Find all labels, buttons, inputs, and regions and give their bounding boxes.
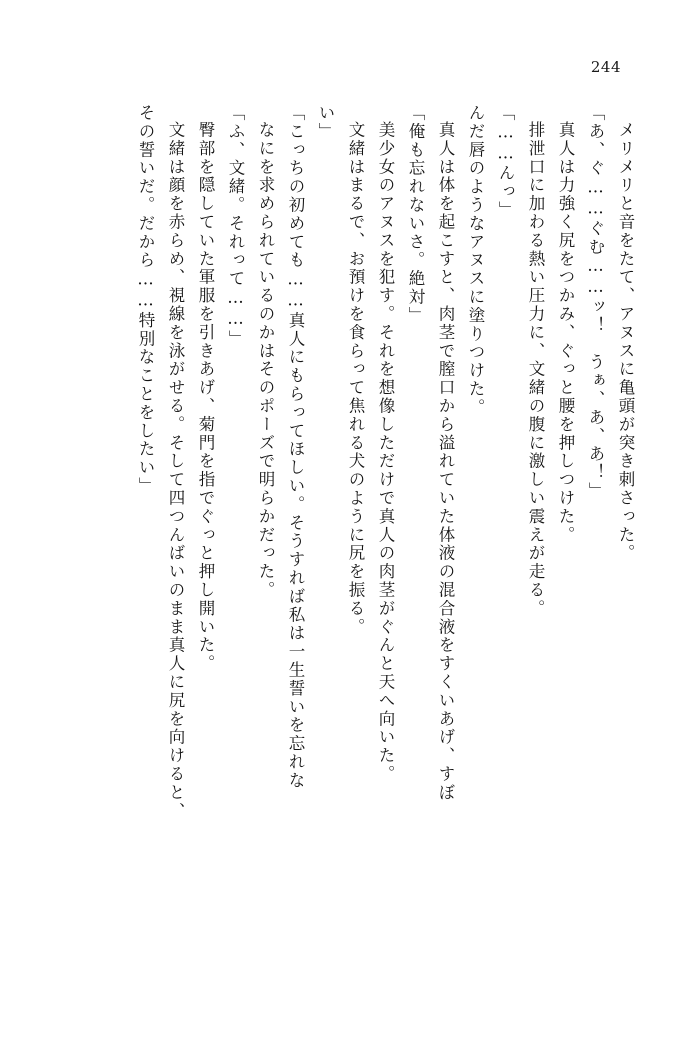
text-line: 真人は体を起こすと、肉茎で膣口から溢れていた体液の混合液をすくいあげ、すぼ (436, 121, 455, 802)
text-line: 「俺も忘れないさ。絶対」 (406, 104, 425, 325)
text-line: 「ふ、文緒。それって……」 (226, 104, 245, 349)
text-line: 美少女のアヌスを犯す。それを想像しただけで真人の肉茎がぐんと天へ向いた。 (376, 121, 395, 784)
vertical-text-block (62, 104, 633, 904)
text-line: 排泄口に加わる熱い圧力に、文緒の腹に激しい震えが走る。 (526, 121, 545, 618)
text-line: メリメリと音をたて、アヌスに亀頭が突き刺さった。 (616, 121, 635, 563)
text-line: 臀部を隠していた軍服を引きあげ、菊門を指でぐっと押し開いた。 (196, 121, 215, 673)
text-line: い」 (316, 104, 335, 141)
text-line: なにを求められているのかはそのポーズで明らかだった。 (256, 121, 275, 600)
text-line: 「こっちの初めても……真人にもらってほしい。そうすれば私は一生誓いを忘れな (286, 104, 305, 790)
text-line: 文緒は顔を赤らめ、視線を泳がせる。そして四つんばいのまま真人に尻を向けると、 (166, 121, 185, 821)
page-number: 244 (590, 58, 621, 76)
text-line: 「あ、ぐ……ぐむ……ッ！ うぁ、あ、あ！」 (586, 104, 605, 501)
text-line: その誓いだ。だから……特別なことをしたい」 (136, 104, 155, 496)
text-line: んだ唇のようなアヌスに塗りつけた。 (466, 104, 485, 417)
text-line: 文緒はまるで、お預けを食らって焦れる犬のように尻を振る。 (346, 121, 365, 637)
text-line: 真人は力強く尻をつかみ、ぐっと腰を押しつけた。 (556, 121, 575, 545)
text-line: 「……んっ」 (496, 104, 515, 220)
